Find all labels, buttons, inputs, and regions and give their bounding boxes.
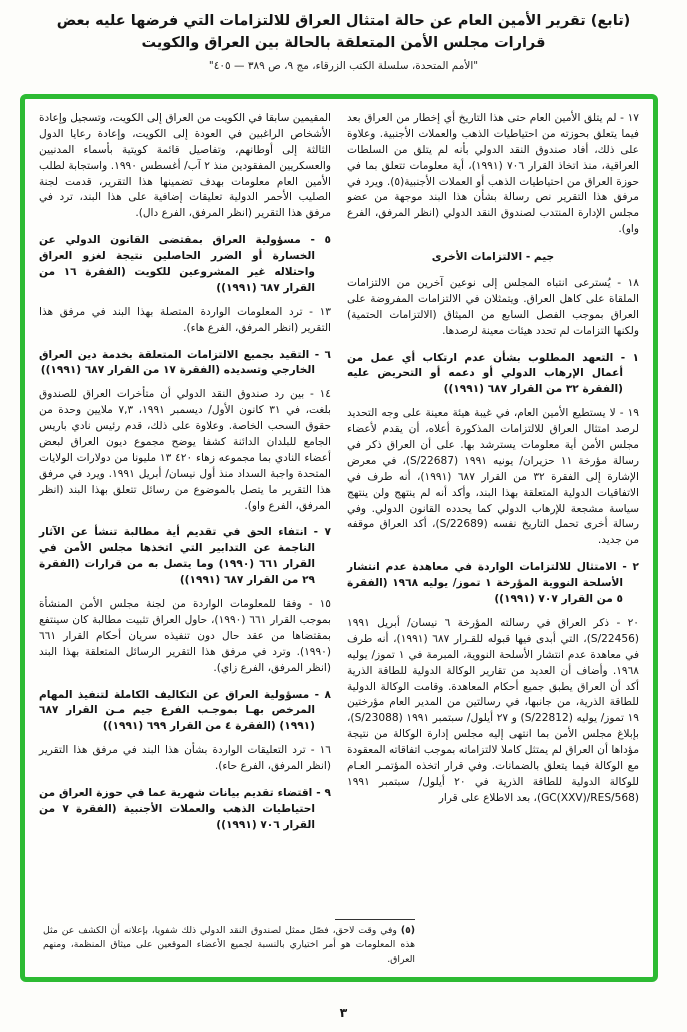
paragraph: ١٦ - ترد التعليقات الواردة بشأن هذا البند في مرفق هذا التقرير (انظر المرفق، الفرع حاء).: [39, 744, 331, 773]
item-heading: ٨ - مسؤولية العراق عن التكاليف الكاملة لتنفيذ المهام المرخص بهـا بموجـب الفرع جيم مـن القرار ٦٨٧ (١٩٩١) (الفقرة ٤ من القرار ٦٩٩ (١٩٩١)): [39, 688, 331, 733]
left-column: [39, 111, 331, 842]
page-number: ٣: [339, 1005, 348, 1020]
footnote-body: وفي وقت لاحق، فصّل ممثل لصندوق النقد الدولي ذلك شفويا، بإعلانه أن الكشف عن مثل هذه المعلومات هو أمر اختياري بالنسبة لجميع الأعضاء الموقعين على ميثاق المنظمة، ومنهم العراق.: [43, 924, 415, 965]
header-source-line: "الأمم المتحدة، سلسلة الكتب الزرقاء، مج ٩، ص ٣٨٩ — ٤٠٥": [208, 59, 479, 72]
section-heading: جيم - الالتزامات الأخرى: [431, 251, 555, 264]
item-heading: ٩ - اقتضاء تقديم بيانات شهرية عما في حوزة العراق من احتياطيات الذهب والعملات الأجنبية (الفقرة ٧ من القرار ٧٠٦ (١٩٩١)): [39, 786, 331, 831]
item-heading: ٦ - التقيد بجميع الالتزامات المتعلقة بخدمة دين العراق الخارجي وتسديده (الفقرة ١٧ من القرار ٦٨٧ (١٩٩١)): [39, 348, 331, 377]
header-title-line1: (تابع) تقرير الأمين العام عن حالة امتثال العراق للالتزامات التي فرضها عليه بعض: [56, 13, 631, 29]
document-header: [0, 0, 687, 72]
paragraph: ٢٠ - ذكر العراق في رسالته المؤرخة ٦ نيسان/ أبريل ١٩٩١ (S/22456)، التي أبدى فيها قبوله للقـرار ٦٨٧ (١٩٩١)، أنه طرف في معاهدة عدم انتشار الأسلحة النووية، المبرمة في ١ تموز/ يوليه ١٩٦٨. وأضاف أن العديد من تقارير الوكالة الدولية للطاقة الذرية أكد أن العراق يطبق جميع أحكام المعاهدة. وقامت الوكالة الدولية للطاقة الذرية، من جانبها، في رسالتين من المدير العام مؤرختين ١٩ تموز/ يوليه (S/22812) و ٢٧ أيلول/ سبتمبر ١٩٩١ (S/23088)، بإبلاغ مجلس الأمن بما انتهى إليه مجلس إدارة الوكالة من نتيجة مؤداها أن العراق لم يمتثل كاملا لالتزاماته بموجب اتفاقاته المعقودة مع الوكالة فيما يتعلق بالضمانات. وفي قرار اتخذه المؤتمـر العـام للوكالة الدولية للطاقة الذرية في ٢٠ أيلول/ سبتمبر ١٩٩١ (GC(XXV)/RES/568)، بعد الاطلاع على قرار: [347, 616, 640, 804]
paragraph: ١٤ - بين رد صندوق النقد الدولي أن متأخرات العراق للصندوق بلغت، في ٣١ كانون الأول/ ديسمبر ١٩٩١، ٧,٣ ملايين وحدة من حقوق السحب الخاصة. وعلاوة على ذلك، قدم رئيس نادي باريس الجامع للبلدان الدائنة كشفا يوضح مجموع ديون العراق لبعض أعضاء النادي بما مجموعه زهاء ٤٢٠ ١٣ مليونا من دولارات الولايات المتحدة واجبة السداد منذ أول نيسان/ أبريل ١٩٩١. ويرد في مرفق هذا التقرير ما يتصل بالموضوع من رسائل تتعلق بهذا البند (انظر المرفق، الفرع واو).: [39, 388, 331, 512]
paragraph: المقيمين سابقا في الكويت من العراق إلى الكويت، وتسجيل وإعادة الأشخاص الراغبين في العودة إلى الكويت، وإعادة رعايا الدول الثالثة إلى أوطانهم، وتفاصيل قائمة كويتية بأسماء المدنيين والعسكريين المفقودين منذ ٢ آب/ أغسطس ١٩٩٠. واستجابة لطلب الأمين العام معلومات بهدف تضمينها هذا التقرير، قدمت لجنة الصليب الأحمر الدولية تعليقات إضافية على هذا البند، ترد في مرفق هذا التقرير (انظر المرفق، الفرع دال).: [39, 112, 331, 220]
item-heading: ٧ - انتفاء الحق في تقديم أية مطالبة تنشأ عن الآثار الناجمة عن التدابير التي اتخذها مجلس الأمن في القرار ٦٦١ (١٩٩٠) وما يتصل به من قرارات (الفقرة ٢٩ من القرار ٦٨٧ (١٩٩١)): [39, 526, 331, 587]
paragraph: ١٩ - لا يستطيع الأمين العام، في غيبة هيئة معينة على وجه التحديد لرصد امتثال العراق للالتزامات المذكورة أعلاه، أن يقدم لأعضاء مجلس الأمن أية معلومات يسترشد بها. على أن العراق ذكر في رسالة مؤرخة ١١ حزيران/ يونيه ١٩٩١ (S/22687)، في معرض الإشارة إلى الفقرة ٣٢ من القرار ٦٨٧ (١٩٩١)، أنه طرف في الاتفاقيات الدولية المتعلقة بهذا البند، وأكد أنه لم ينتهج ولن ينتهج سياسة مشجعة للإرهاب الدولي كما يحدده القانون الدولي. وفي رسالة أخرى تحمل التاريخ نفسه (S/22689)، أكد العراق موقفه من جديد.: [347, 407, 639, 547]
header-title-line2: قرارات مجلس الأمن المتعلقة بالحالة بين العراق والكويت: [141, 35, 546, 52]
paragraph: ١٧ - لم يتلق الأمين العام حتى هذا التاريخ أي إخطار من العراق بعد فيما يتعلق بحوزته من احتياطيات الذهب والعملات الأجنبية. وعلاوة على ذلك، أفاد صندوق النقد الدولي بأنه لم يتلق من السلطات العراقية، منذ اتخاذ القرار ٧٠٦ (١٩٩١)، أية معلومات تتعلق بما في حوزة العراق من احتياطيات الذهب أو العملات الأجنبية(٥). ويرد في مرفق هذا التقرير نص رسالة بشأن هذا البند موجهة من عضو مجلس الإدارة المنتدب لصندوق النقد الدولي (انظر المرفق، الفرع واو).: [347, 112, 639, 236]
item-heading: ٢ - الامتثال للالتزامات الواردة في معاهدة عدم انتشار الأسلحة النووية المؤرخة ١ تموز/ يوليه ١٩٦٨ (الفقرة ٥ من القرار ٧٠٧ (١٩٩١)): [347, 561, 639, 606]
content-frame: [20, 94, 658, 982]
item-heading: ٥ - مسؤولية العراق بمقتضى القانون الدولي عن الخسارة أو الضرر الحاصلين نتيجة لغزو العراق واحتلاله غير المشروعين للكويت (الفقرة ١٦ من القرار ٦٨٧ (١٩٩١)): [39, 234, 331, 294]
footnote-marker: (٥): [400, 924, 415, 936]
paragraph: ١٨ - يُسترعى انتباه المجلس إلى نوعين آخرين من الالتزامات الملقاة على كاهل العراق. ويتمثلان في الالتزامات المفروضة على العراق بموجب الفصل السابع من الميثاق (الالتزامات الحتمية) ولكنها التزامات لم تحدد هيئات معينة لرصدها.: [347, 277, 639, 337]
right-column: [347, 111, 639, 842]
paragraph: ١٥ - وفقا للمعلومات الواردة من لجنة مجلس الأمن المنشأة بموجب القرار ٦٦١ (١٩٩٠)، حاول العراق تثبيت مطالبة كان سينتفع بمقتضاها من عقد حال دون تنفيذه سريان أحكام القرار ٦٦١ (١٩٩٠). وترد في مرفق هذا التقرير الرسائل المتعلقة بهذا البند (انظر المرفق، الفرع زاي).: [39, 598, 331, 674]
paragraph: ١٣ - ترد المعلومات الواردة المتصلة بهذا البند في مرفق هذا التقرير (انظر المرفق، الفرع هاء).: [39, 305, 331, 334]
item-heading: ١ - التعهد المطلوب بشأن عدم ارتكاب أي عمل من أعمال الإرهاب الدولي أو دعمه أو التحريض عليه (الفقرة ٣٢ من القرار ٦٨٧ (١٩٩١)): [347, 351, 639, 396]
footnote-separator: [335, 919, 415, 920]
two-column-layout: [39, 111, 639, 842]
footnote-text: [43, 924, 415, 967]
footnote: [43, 919, 415, 967]
